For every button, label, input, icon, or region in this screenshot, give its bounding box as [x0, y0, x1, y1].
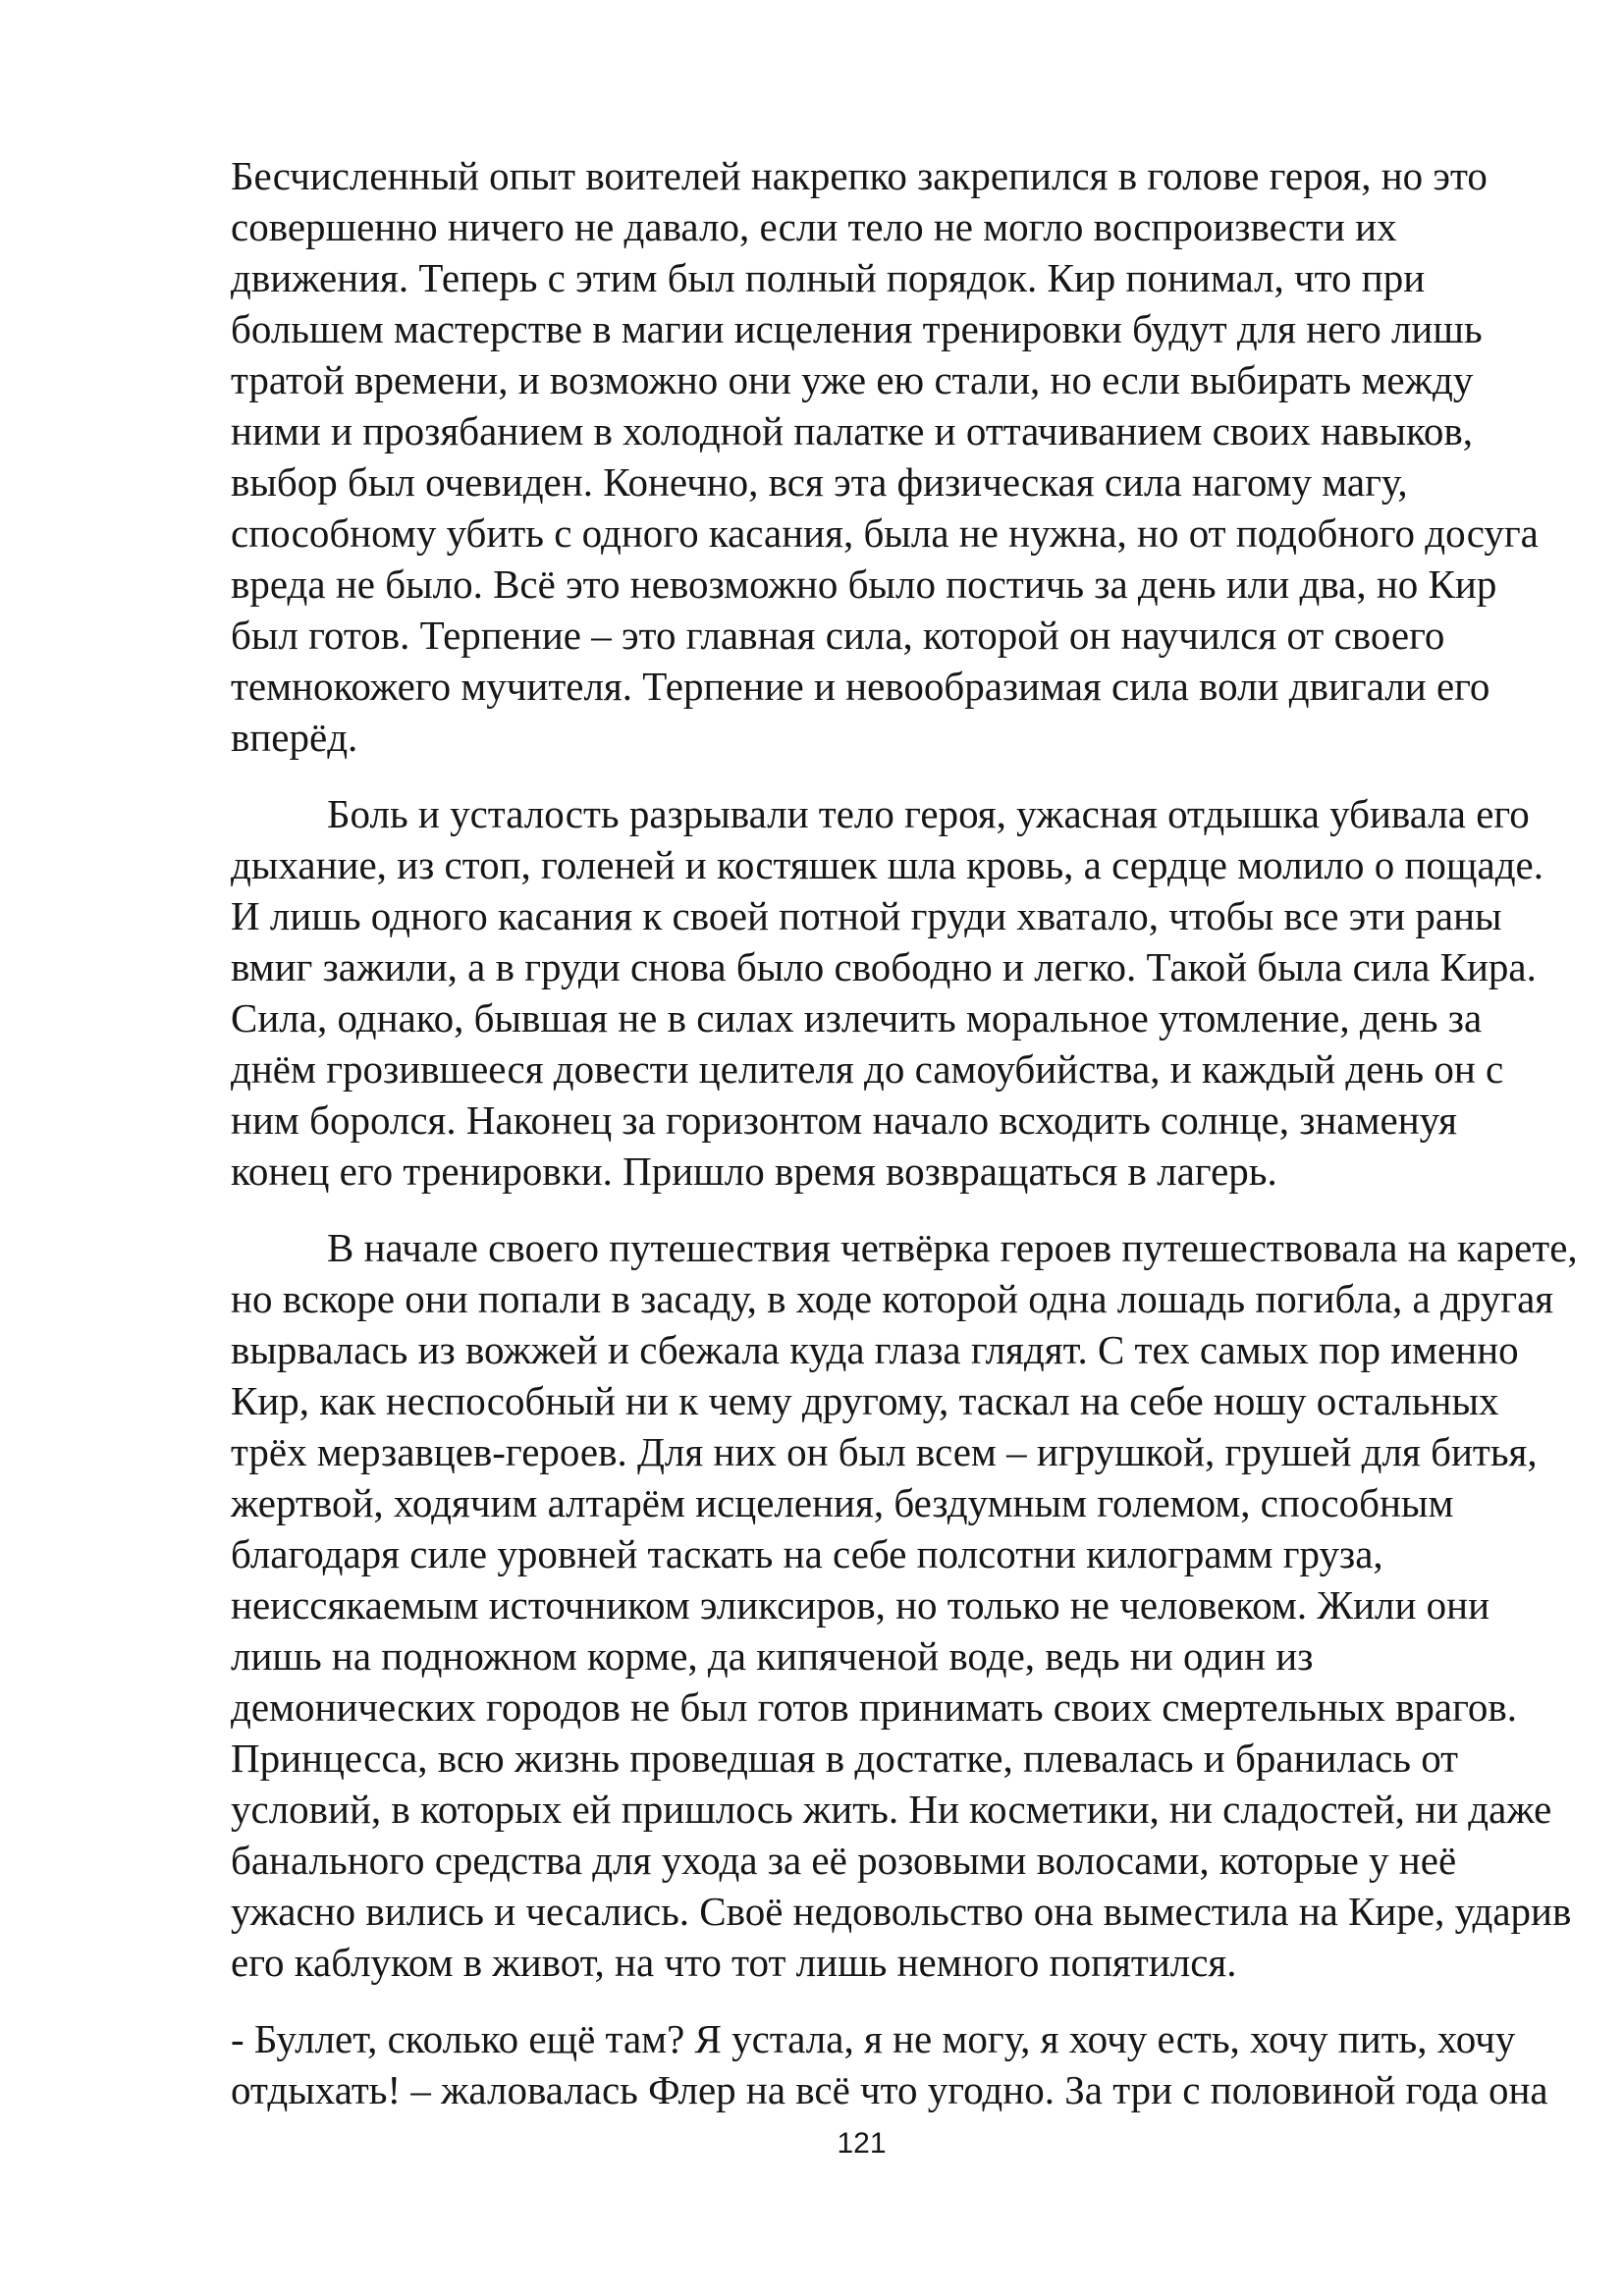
text-line: трёх мерзавцев-героев. Для них он был всем – игрушкой, грушей для битья,	[231, 1429, 1538, 1474]
text-line: В начале своего путешествия четвёрка героев путешествовала на карете,	[327, 1225, 1578, 1270]
text-line: дыхание, из стоп, голеней и костяшек шла кровь, а сердце молило о пощаде.	[231, 842, 1544, 887]
text-line: Кир, как неспособный ни к чему другому, таскал на себе ношу остальных	[231, 1378, 1499, 1423]
text-line: отдыхать! – жаловалась Флер на всё что угодно. За три с половиной года она	[231, 2067, 1548, 2112]
paragraph	[231, 2013, 1548, 2115]
text-line: совершенно ничего не давало, если тело не могло воспроизвести их	[231, 204, 1397, 249]
text-line: условий, в которых ей пришлось жить. Ни косметики, ни сладостей, ни даже	[231, 1787, 1552, 1832]
text-line: ними и прозябанием в холодной палатке и оттачиванием своих навыков,	[231, 408, 1474, 454]
text-line: был готов. Терпение – это главная сила, которой он научился от своего	[231, 613, 1445, 658]
text-line: Бесчисленный опыт воителей накрепко закрепился в голове героя, но это	[231, 153, 1488, 198]
text-line: тратой времени, и возможно они уже ею стали, но если выбирать между	[231, 357, 1474, 402]
text-line: его каблуком в живот, на что тот лишь немного попятился.	[231, 1940, 1237, 1985]
paragraph	[231, 150, 1539, 763]
text-line: жертвой, ходячим алтарём исцеления, бездумным големом, способным	[231, 1480, 1454, 1525]
page-number: 121	[837, 2127, 887, 2160]
text-line: Боль и усталость разрывали тело героя, ужасная отдышка убивала его	[327, 791, 1530, 836]
text-line: банального средства для ухода за её розовыми волосами, которые у неё	[231, 1838, 1457, 1883]
text-line: лишь на подножном корме, да кипяченой воде, ведь ни один из	[231, 1633, 1314, 1679]
text-line: ним боролся. Наконец за горизонтом начало всходить солнце, знаменуя	[231, 1097, 1457, 1143]
text-line: вмиг зажили, а в груди снова было свободно и легко. Такой была сила Кира.	[231, 944, 1537, 989]
paragraph	[231, 1222, 1578, 1988]
text-line: но вскоре они попали в засаду, в ходе которой одна лошадь погибла, а другая	[231, 1276, 1554, 1321]
text-line: неиссякаемым источником эликсиров, но только не человеком. Жили они	[231, 1582, 1490, 1628]
text-line: ужасно вились и чесались. Своё недовольство она выместила на Кире, ударив	[231, 1889, 1572, 1934]
text-line: большем мастерстве в магии исцеления тренировки будут для него лишь	[231, 306, 1483, 351]
text-line: конец его тренировки. Пришло время возвращаться в лагерь.	[231, 1148, 1277, 1194]
paragraph	[231, 788, 1544, 1197]
text-line: движения. Теперь с этим был полный порядок. Кир понимал, что при	[231, 255, 1426, 300]
text-line: - Буллет, сколько ещё там? Я устала, я не могу, я хочу есть, хочу пить, хочу	[231, 2016, 1516, 2061]
text-line: демонических городов не был готов принимать своих смертельных врагов.	[231, 1684, 1518, 1730]
text-line: Сила, однако, бывшая не в силах излечить моральное утомление, день за	[231, 995, 1483, 1041]
text-line: вперёд.	[231, 715, 358, 760]
text-line: Принцесса, всю жизнь проведшая в достатке, плевалась и бранилась от	[231, 1735, 1459, 1781]
text-line: темнокожего мучителя. Терпение и невообразимая сила воли двигали его	[231, 664, 1490, 709]
text-line: И лишь одного касания к своей потной груди хватало, чтобы все эти раны	[231, 893, 1502, 938]
text-line: благодаря силе уровней таскать на себе полсотни килограмм груза,	[231, 1531, 1383, 1576]
text-line: способному убить с одного касания, была не нужна, но от подобного досуга	[231, 510, 1539, 556]
text-line: вырвалась из вожжей и сбежала куда глаза глядят. С тех самых пор именно	[231, 1327, 1519, 1372]
text-line: выбор был очевиден. Конечно, вся эта физическая сила нагому магу,	[231, 459, 1408, 505]
page-footer	[231, 2126, 1492, 2162]
text-line: вреда не было. Всё это невозможно было постичь за день или два, но Кир	[231, 561, 1497, 607]
text-line: днём грозившееся довести целителя до самоубийства, и каждый день он с	[231, 1046, 1504, 1092]
